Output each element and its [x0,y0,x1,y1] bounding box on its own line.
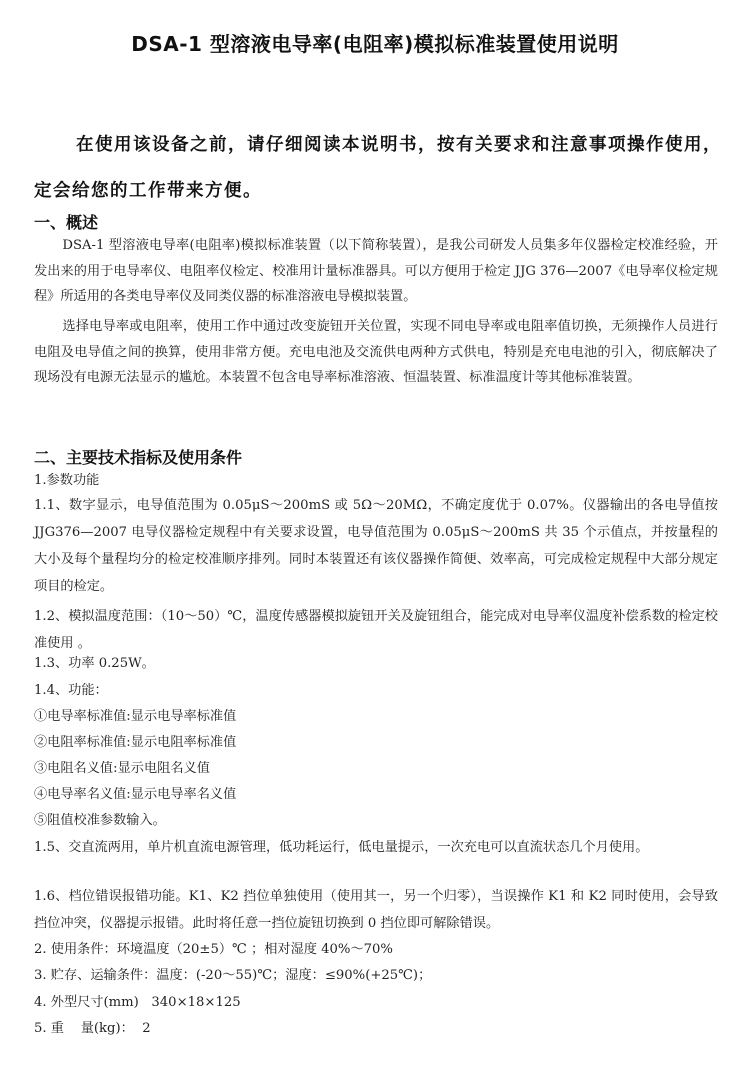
spec-item-1-4: 1.4、功能： [34,683,108,698]
overview-paragraph-1: DSA-1 型溶液电导率(电阻率)模拟标准装置（以下简称装置），是我公司研发人员集多年仪器检定校准经验，开发出来的用于电导率仪、电阻率仪检定、校准用计量标准器具。可以方便用于检定 JJG 376—2007《电导率仪检定规程》所适用的各类电导率仪及同类仪器的标准溶液电导模拟装置。 [34,238,718,304]
section-heading-specs: 二、主要技术指标及使用条件 [34,448,243,467]
spec-item-1-5: 1.5、交直流两用，单片机直流电源管理，低功耗运行，低电量提示，一次充电可以直流状态几个月使用。 [34,840,649,855]
spec-item-5: 5. 重 量(kg)： 2 [34,1021,151,1036]
function-item-5: ⑤阻值校准参数输入。 [34,813,166,828]
spec-item-4: 4. 外型尺寸(mm) 340×18×125 [34,995,241,1010]
section-heading-overview: 一、概述 [34,213,99,232]
spec-item-3: 3. 贮存、运输条件：温度：(-20～55)℃；湿度：≤90%(+25℃)； [34,968,432,983]
overview-paragraph-2: 选择电导率或电阻率，使用工作中通过改变旋钮开关位置，实现不同电导率或电阻率值切换，无须操作人员进行电阻及电导值之间的换算，使用非常方便。充电电池及交流供电两种方式供电，特别是充电电池的引入，彻底解决了现场没有电源无法显示的尴尬。本装置不包含电导率标准溶液、恒温装置、标准温度计等其他标准装置。 [34,319,718,385]
spec-item-1: 1.参数功能 [34,473,100,488]
intro-paragraph: 在使用该设备之前，请仔细阅读本说明书，按有关要求和注意事项操作使用，定会给您的工作带来方便。 [34,135,722,201]
function-item-4: ④电导率名义值:显示电导率名义值 [34,787,237,802]
spec-item-1-1: 1.1、数字显示，电导值范围为 0.05μS～200mS 或 5Ω～20MΩ，不确定度优于 0.07%。仪器输出的各电导值按 JJG376—2007 电导仪器检定规程中有关要求设置，电导值范围为 0.05μS～200mS 共 35 个示值点，并按量程的大小及每个量程均分的检定校准顺序排列。同时本装置还有该仪器操作简便、效率高，可完成检定规程中大部分规定项目的检定。 [34,498,718,594]
spec-item-1-6: 1.6、档位错误报错功能。K1、K2 挡位单独使用（使用其一，另一个归零），当误操作 K1 和 K2 同时使用，会导致挡位冲突，仪器提示报错。此时将任意一挡位旋钮切换到 0 挡位即可解除错误。 [34,889,718,931]
spec-item-2: 2. 使用条件：环境温度（20±5）℃ ；相对湿度 40%～70% [34,942,393,957]
function-item-1: ①电导率标准值:显示电导率标准值 [34,709,237,724]
page-title: DSA-1 型溶液电导率(电阻率)模拟标准装置使用说明 [131,32,619,56]
function-item-3: ③电阻名义值:显示电阻名义值 [34,761,210,776]
spec-item-1-2: 1.2、模拟温度范围：（10～50）℃，温度传感器模拟旋钮开关及旋钮组合，能完成对电导率仪温度补偿系数的检定校准使用 。 [34,609,718,651]
function-item-2: ②电阻率标准值:显示电阻率标准值 [34,735,237,750]
spec-item-1-3: 1.3、功率 0.25W。 [34,656,155,671]
